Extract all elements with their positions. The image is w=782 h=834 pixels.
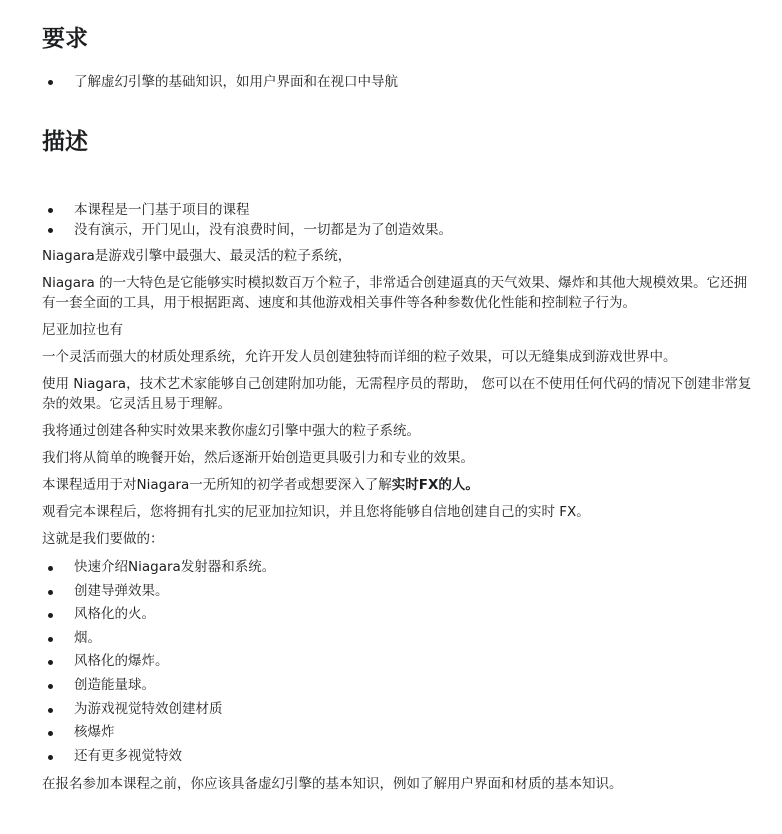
we-do-text: 创建导弹效果。 <box>74 582 169 599</box>
audience-text: 本课程适用于对Niagara一无所知的初学者或想要深入了解 <box>42 477 392 493</box>
bullet-icon <box>48 613 53 618</box>
intro-list <box>42 200 752 240</box>
audience-paragraph <box>42 475 752 495</box>
list-item <box>42 72 398 92</box>
bullet-icon <box>48 755 53 760</box>
list-item <box>42 580 752 604</box>
paragraph: 尼亚加拉也有 <box>42 322 123 338</box>
intro-text: 本课程是一门基于项目的课程 <box>74 202 250 218</box>
we-do-text: 创造能量球。 <box>74 676 155 693</box>
paragraph: Niagara是游戏引擎中最强大、最灵活的粒子系统， <box>42 248 352 264</box>
list-item <box>42 200 752 220</box>
bullet-icon <box>48 80 53 85</box>
bullet-icon <box>48 566 53 571</box>
bullet-icon <box>48 731 53 736</box>
we-do-text: 风格化的火。 <box>74 606 155 623</box>
list-item <box>42 220 752 240</box>
we-do-text: 风格化的爆炸。 <box>74 653 169 670</box>
list-item <box>42 650 752 674</box>
we-do-text: 核爆炸 <box>74 724 115 741</box>
outcome-paragraph: 观看完本课程后，您将拥有扎实的尼亚加拉知识，并且您将能够自信地创建自己的实时 FX。 <box>42 504 590 520</box>
bullet-icon <box>48 684 53 689</box>
requirements-heading: 要求 <box>42 26 88 52</box>
list-item <box>42 556 752 580</box>
list-item <box>42 627 752 651</box>
requirement-text: 了解虚幻引擎的基础知识，如用户界面和在视口中导航 <box>74 74 398 90</box>
paragraph: Niagara 的一大特色是它能够实时模拟数百万个粒子，非常适合创建逼真的天气效果、爆炸和其他大规模效果。它还拥有一套全面的工具，用于根据距离、速度和其他游戏相关事件等各种参数优化性能和控制粒子行为。 <box>42 275 748 311</box>
paragraph: 使用 Niagara，技术艺术家能够自己创建附加功能，无需程序员的帮助， 您可以在不使用任何代码的情况下创建非常复杂的效果。它灵活且易于理解。 <box>42 376 752 412</box>
paragraph: 一个灵活而强大的材质处理系统，允许开发人员创建独特而详细的粒子效果，可以无缝集成到游戏世界中。 <box>42 349 677 365</box>
we-do-text: 为游戏视觉特效创建材质 <box>74 700 223 717</box>
closing-paragraph: 在报名参加本课程之前，你应该具备虚幻引擎的基本知识，例如了解用户界面和材质的基本知识。 <box>42 776 623 793</box>
we-do-label: 这就是我们要做的： <box>42 531 164 547</box>
list-item <box>42 603 752 627</box>
audience-bold-text: 实时FX的人。 <box>391 477 479 493</box>
intro-text: 没有演示，开门见山，没有浪费时间，一切都是为了创造效果。 <box>74 222 452 238</box>
bullet-icon <box>48 708 53 713</box>
we-do-text: 烟。 <box>74 629 101 646</box>
we-do-text: 还有更多视觉特效 <box>74 747 182 764</box>
bullet-icon <box>48 590 53 595</box>
requirements-list <box>42 72 398 92</box>
list-item <box>42 745 752 769</box>
we-do-list <box>42 556 752 768</box>
bullet-icon <box>48 228 53 233</box>
bullet-icon <box>48 637 53 642</box>
description-body <box>42 200 752 801</box>
paragraph: 我将通过创建各种实时效果来教你虚幻引擎中强大的粒子系统。 <box>42 423 420 439</box>
list-item <box>42 674 752 698</box>
we-do-text: 快速介绍Niagara发射器和系统。 <box>74 559 276 575</box>
bullet-icon <box>48 208 53 213</box>
bullet-icon <box>48 660 53 665</box>
paragraph: 我们将从简单的晚餐开始，然后逐渐开始创造更具吸引力和专业的效果。 <box>42 450 474 466</box>
list-item <box>42 721 752 745</box>
description-heading: 描述 <box>42 129 88 155</box>
list-item <box>42 698 752 722</box>
